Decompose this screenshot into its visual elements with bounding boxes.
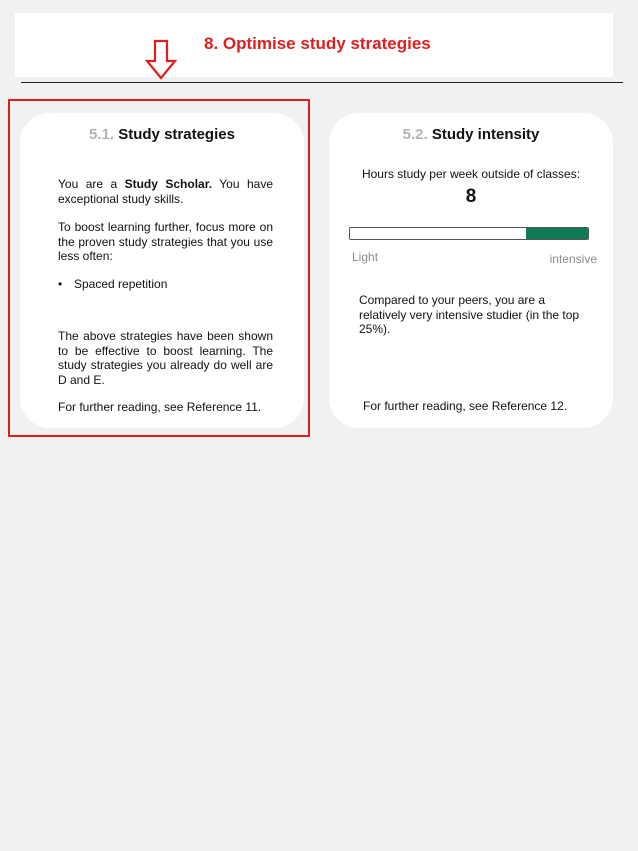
header-banner xyxy=(15,13,613,77)
scale-high-label: intensive xyxy=(549,252,597,266)
study-strategies-card xyxy=(20,113,304,428)
study-intensity-card xyxy=(329,113,613,428)
strategy-list xyxy=(58,277,167,291)
section-number: 5.1. xyxy=(89,126,115,143)
section-title: Study intensity xyxy=(431,126,540,143)
divider xyxy=(21,82,623,83)
hours-value: 8 xyxy=(465,186,477,207)
scale-low-label: Light xyxy=(352,250,379,264)
intro-paragraph xyxy=(58,177,273,206)
comparison-text: Compared to your peers, you are a relatively very intensive studier (in the top 25%). xyxy=(359,293,580,336)
effective-paragraph: The above strategies have been shown to be effective to boost learning. The study strategies you already do well are D and E. xyxy=(58,329,273,387)
intro-suffix: You have exceptional study skills. xyxy=(58,177,273,206)
card-title xyxy=(329,126,613,143)
intro-prefix: You are a xyxy=(58,177,125,191)
intensity-bar-fill xyxy=(526,228,588,239)
list-item: • Spaced repetition xyxy=(58,277,167,291)
section-number: 5.2. xyxy=(402,126,428,143)
page-title: 8. Optimise study strategies xyxy=(204,34,431,53)
profile-label: Study Scholar. xyxy=(124,177,213,191)
card-title xyxy=(20,126,304,143)
boost-paragraph: To boost learning further, focus more on the proven study strategies that you use less often: xyxy=(58,220,273,263)
reference-text: For further reading, see Reference 12. xyxy=(363,399,568,413)
intensity-bar xyxy=(349,227,589,240)
reference-text: For further reading, see Reference 11. xyxy=(58,400,262,414)
hours-label: Hours study per week outside of classes: xyxy=(361,167,581,181)
section-title: Study strategies xyxy=(118,126,235,143)
down-arrow-icon xyxy=(145,39,177,81)
